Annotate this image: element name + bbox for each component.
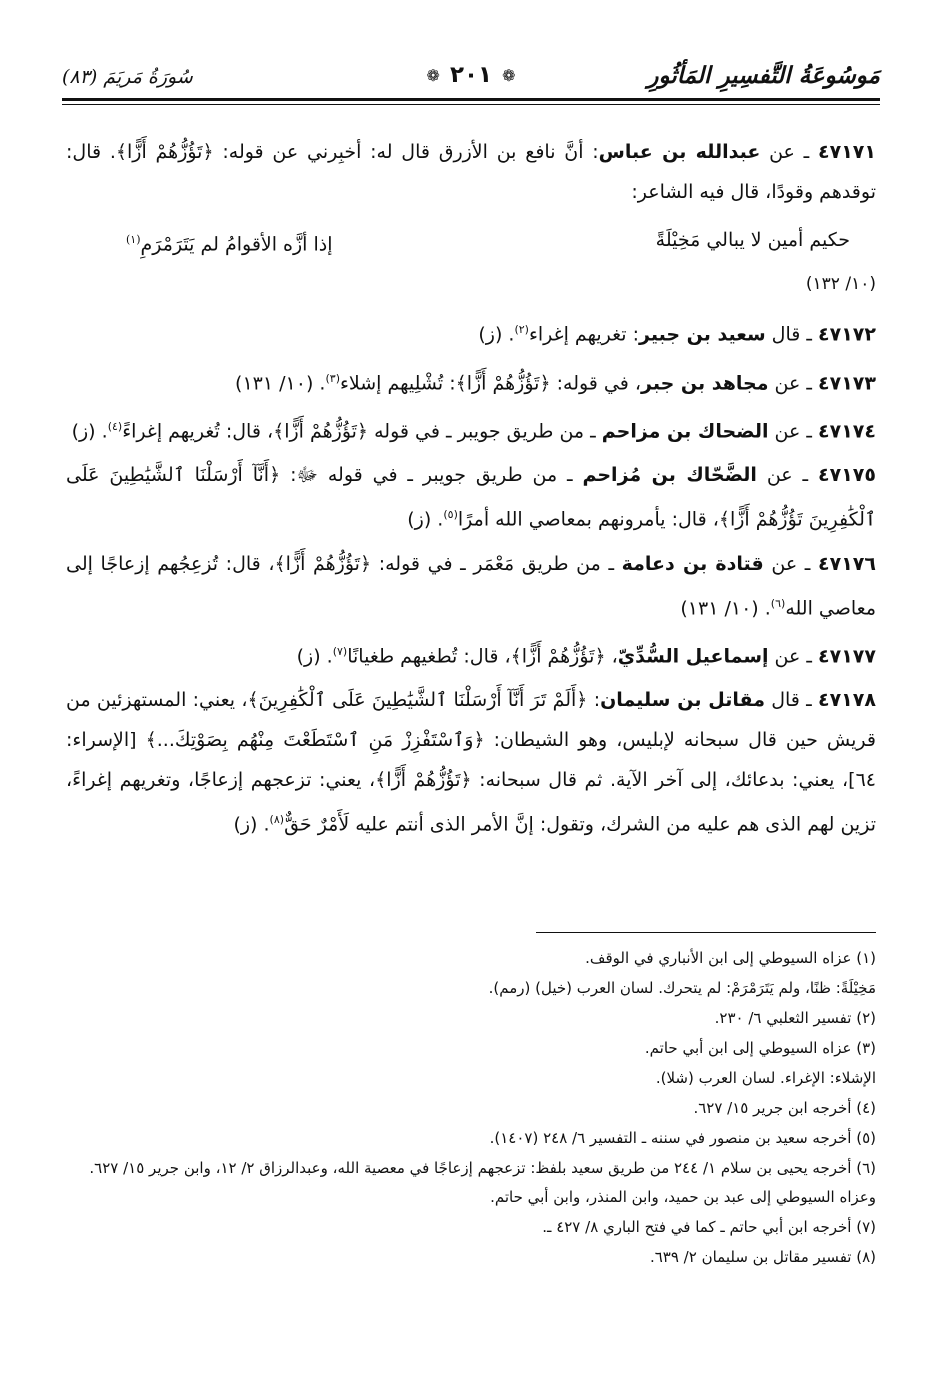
footnote: مَخِيْلَةً: ظنًا، ولم يَتَرَمْرَمْ: لم يتحرك. لسان العرب (خيل) (رمم). <box>488 979 876 997</box>
entry-text: ـ من طريق جويبر ـ في قوله ﷻ: ﴿أَنَّآ أَرْسَلْنَا ٱلشَّيَٰطِينَ عَلَى ٱلْكَٰفِرِينَ تَؤُزُّهُمْ أَزًّا﴾، قال: يأمرونهم بمعاصي الله أمرًا <box>66 464 876 531</box>
entry-text: : تغريهم إغراء <box>528 323 639 346</box>
poem-hemistich-left: إذا أزَّه الأقوامُ لم يَتَرَمْرَمِ$^{(١)}$ <box>126 233 333 256</box>
footnote: (٨) تفسير مقاتل بن سليمان ٢/ ٦٣٩. <box>649 1248 876 1266</box>
entry-text: ـ من طريق مَعْمَر ـ في قوله: ﴿تَؤُزُّهُمْ أَزًّا﴾، قال: تُزعِجُهم إزعاجًا إلى معاصي الله <box>66 552 876 619</box>
entry-number: ٤٧١٧٤ <box>818 420 876 443</box>
sura-title: سُورَةُ مَريَمَ (٨٣) <box>62 66 193 88</box>
entry-author: مجاهد بن جبر <box>641 371 769 394</box>
entry: ٤٧١٧٣ ـ عن مجاهد بن جبر، في قوله: ﴿تَؤُزُّهُمْ أَزًّا﴾: تُشْلِيهم إشلاء$^{(٣)}$. (١٠/ ١٣١) <box>235 371 876 394</box>
entry-number: ٤٧١٧٨ <box>817 689 876 712</box>
entry-author: الضَّحّاك بن مُزاحم <box>582 464 757 487</box>
ornament-icon: ❁ <box>502 65 516 85</box>
entry-number: ٤٧١٧٣ <box>818 371 876 394</box>
running-header <box>62 58 880 108</box>
footnote-marker: (١) <box>126 233 141 246</box>
header-rule <box>62 98 880 101</box>
entry-number: ٤٧١٧٦ <box>818 552 876 575</box>
ornament-icon: ❁ <box>426 65 440 85</box>
entry-number: ٤٧١٧١ <box>818 141 876 163</box>
page-number: ٢٠١ <box>449 62 493 88</box>
entry: ٤٧١٧٥ ـ عن الضَّحّاك بن مُزاحم ـ من طريق جويبر ـ في قوله ﷻ: ﴿أَنَّآ أَرْسَلْنَا ٱلشَّيَٰطِينَ عَلَى ٱلْكَٰفِرِينَ تَؤُزُّهُمْ أَزًّا﴾، قال: يأمرونهم بمعاصي الله أمرًا$^{(٥)}$. (ز) <box>66 464 876 531</box>
entry-text: ـ من طريق جويبر ـ في قوله ﴿تَؤُزُّهُمْ أَزًّا﴾، قال: تُغريهم إغراءً <box>122 420 602 443</box>
footnote-marker: (٣) <box>325 371 340 385</box>
entry-author: الضحاك بن مزاحم <box>601 420 769 443</box>
footnote: (٧) أخرجه ابن أبي حاتم ـ كما في فتح الباري ٨/ ٤٢٧ ـ. <box>542 1218 876 1236</box>
entry-author: إسماعيل السُّدِّيّ <box>617 645 769 668</box>
footnote: (٥) أخرجه سعيد بن منصور في سننه ـ التفسير ٦/ ٢٤٨ (١٤٠٧). <box>489 1129 876 1147</box>
poem-hemistich-right: حكيم أمين لا يبالي مَخِيْلَةً <box>655 229 850 251</box>
volume-reference: (١٠/ ١٣٢) <box>805 274 876 295</box>
entry-text: : أنَّ نافع بن الأزرق قال له: أخبِرني عن قوله: ﴿تَؤُزُّهُمْ أَزًّا﴾. قال: توقدهم وقودًا، قال فيه الشاعر: <box>66 141 876 203</box>
entry-author: مقاتل بن سليمان <box>600 689 765 712</box>
entry: ٤٧١٧٢ ـ قال سعيد بن جبير: تغريهم إغراء$^{(٢)}$. (ز) <box>478 323 876 346</box>
entry-number: ٤٧١٧٥ <box>818 464 876 487</box>
entry-number: ٤٧١٧٧ <box>818 645 876 668</box>
entry-text: ، في قوله: ﴿تَؤُزُّهُمْ أَزًّا﴾: تُشْلِيهم إشلاء <box>339 371 642 394</box>
entry: ٤٧١٧١ ـ عن عبدالله بن عباس: أنَّ نافع بن الأزرق قال له: أخبِرني عن قوله: ﴿تَؤُزُّهُمْ أَزًّا﴾. قال: توقدهم وقودًا، قال فيه الشاعر: <box>66 141 876 203</box>
page-number-group <box>427 62 516 88</box>
footnote-marker: (٥) <box>443 508 458 522</box>
entry-author: سعيد بن جبير <box>639 323 766 346</box>
entry: ٤٧١٧٤ ـ عن الضحاك بن مزاحم ـ من طريق جويبر ـ في قوله ﴿تَؤُزُّهُمْ أَزًّا﴾، قال: تُغريهم إغراءً$^{(٤)}$. (ز) <box>71 419 876 443</box>
entry: ٤٧١٧٦ ـ عن قتادة بن دعامة ـ من طريق مَعْمَر ـ في قوله: ﴿تَؤُزُّهُمْ أَزًّا﴾، قال: تُزعِجُهم إزعاجًا إلى معاصي الله$^{(٦)}$. (١٠/ ١٣١) <box>66 552 876 619</box>
footnotes <box>66 944 876 1273</box>
main-text <box>66 132 876 849</box>
footnote: (٦) أخرجه يحيى بن سلام ١/ ٢٤٤ من طريق سعيد بلفظ: تزعجهم إزعاجًا في معصية الله، وعبدالرزاق ٢/ ١٢، وابن جرير ١٥/ ٦٢٧. وعزاه السيوطي إلى عبد بن حميد، وابن المنذر، وابن أبي حاتم. <box>89 1159 876 1206</box>
footnote: الإشلاء: الإغراء. لسان العرب (شلا). <box>655 1069 876 1087</box>
entry-text: : ﴿أَلَمْ تَرَ أَنَّآ أَرْسَلْنَا ٱلشَّيَٰطِينَ عَلَى ٱلْكَٰفِرِينَ﴾، يعني: المستهزئين من قريش حين قال سبحانه لإبليس، وهو الشيطان: ﴿وَٱسْتَفْزِزْ مَنِ ٱسْتَطَعْتَ مِنْهُم بِصَوْتِكَ...﴾ [الإسراء: ٦٤]، يعني: بدعائك، إلى آخر الآية. ثم قال سبحانه: ﴿تَؤُزُّهُمْ أَزًّا﴾، يعني: تزعجهم إزعاجًا، وتغريهم إغراءً، تزين لهم الذى هم عليه من الشرك، وتقول: إنَّ الأمر الذى أنتم عليه لَأَمْرٌ حَقٌّ <box>66 689 876 836</box>
footnote: (١) عزاه السيوطي إلى ابن الأنباري في الوقف. <box>585 949 876 967</box>
entry-text: ، ﴿تَؤُزُّهُمْ أَزًّا﴾، قال: تُطغيهم طغيانًا <box>347 645 618 668</box>
footnote: (٤) أخرجه ابن جرير ١٥/ ٦٢٧. <box>693 1099 876 1117</box>
footnote-marker: (٧) <box>332 644 348 658</box>
poem-verse <box>66 216 876 264</box>
footnote-marker: (٨) <box>269 813 285 827</box>
footnote: (٢) تفسير الثعلبي ٦/ ٢٣٠. <box>714 1009 876 1027</box>
footnote-marker: (٤) <box>107 419 123 433</box>
entry: ٤٧١٧٧ ـ عن إسماعيل السُّدِّيّ، ﴿تَؤُزُّهُمْ أَزًّا﴾، قال: تُطغيهم طغيانًا$^{(٧)}$. (ز) <box>296 644 876 668</box>
footnote-marker: (٦) <box>770 596 786 610</box>
entry-author: عبدالله بن عباس <box>598 141 761 163</box>
book-title: مَوسُوعَةُ التَّفسِيرِ المَأثُورِ <box>647 62 880 89</box>
footnote-marker: (٢) <box>514 323 529 337</box>
entry-number: ٤٧١٧٢ <box>818 323 876 346</box>
entry: ٤٧١٧٨ ـ قال مقاتل بن سليمان: ﴿أَلَمْ تَرَ أَنَّآ أَرْسَلْنَا ٱلشَّيَٰطِينَ عَلَى ٱلْكَٰفِرِينَ﴾، يعني: المستهزئين من قريش حين قال سبحانه لإبليس، وهو الشيطان: ﴿وَٱسْتَفْزِزْ مَنِ ٱسْتَطَعْتَ مِنْهُم بِصَوْتِكَ...﴾ [الإسراء: ٦٤]، يعني: بدعائك، إلى آخر الآية. ثم قال سبحانه: ﴿تَؤُزُّهُمْ أَزًّا﴾، يعني: تزعجهم إزعاجًا، وتغريهم إغراءً، تزين لهم الذى هم عليه من الشرك، وتقول: إنَّ الأمر الذى أنتم عليه لَأَمْرٌ حَقٌّ$^{(٨)}$. (ز) <box>66 689 876 836</box>
footnote: (٣) عزاه السيوطي إلى ابن أبي حاتم. <box>644 1039 876 1057</box>
header-rule-thin <box>62 104 880 105</box>
entry-author: قتادة بن دعامة <box>621 552 764 575</box>
footnote-separator <box>536 932 876 933</box>
